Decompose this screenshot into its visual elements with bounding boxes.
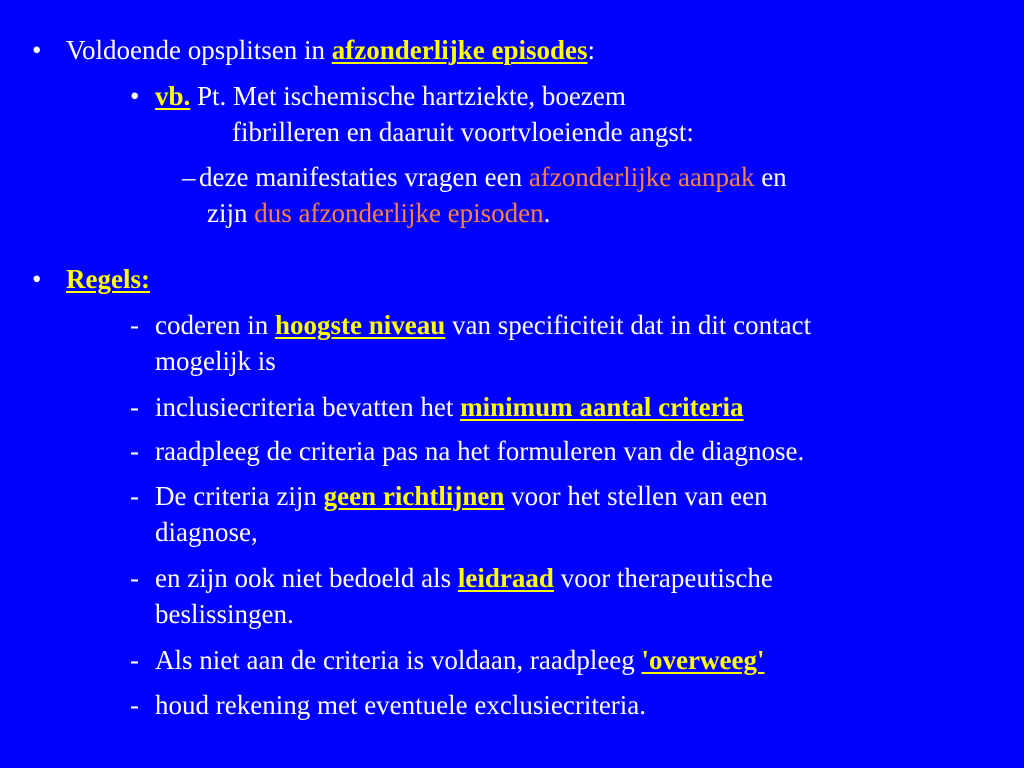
rule-text-line2: mogelijk is (155, 346, 276, 376)
example-line-1 (155, 80, 626, 113)
subsub-text-2: zijn (207, 198, 255, 228)
rule-dash: - (130, 563, 139, 593)
rule-item-7 (155, 689, 646, 722)
rule-item-5-line-2 (155, 598, 294, 631)
rule-text: en zijn ook niet bedoeld als (155, 563, 458, 593)
rule-highlight: 'overweeg' (641, 645, 765, 675)
example-label: vb. (155, 81, 191, 111)
example-text-1: Pt. Met ischemische hartziekte, boezem (190, 81, 626, 111)
rule-highlight: hoogste niveau (274, 310, 446, 340)
rule-item-1 (155, 309, 811, 342)
rule-dash: - (130, 645, 139, 675)
rule-highlight: leidraad (457, 563, 554, 593)
rule-dash: - (130, 392, 139, 422)
section1-text: Voldoende opsplitsen in (66, 35, 332, 65)
rule-item-4 (155, 480, 768, 513)
section1-line (66, 34, 595, 67)
rule-text: Als niet aan de criteria is voldaan, raadpleeg (155, 645, 642, 675)
subsub-highlight-1: afzonderlijke aanpak (528, 162, 755, 192)
rule-text-after: voor therapeutische (553, 563, 773, 593)
rule-dash: - (130, 436, 139, 466)
section1-bullet: • (32, 35, 42, 65)
rules-heading-line (66, 263, 150, 296)
rule-text: raadpleeg de criteria pas na het formuleren van de diagnose. (155, 436, 805, 466)
rule-item-5 (155, 562, 773, 595)
rule-text-after: voor het stellen van een (504, 481, 768, 511)
rule-text-line2: beslissingen. (155, 599, 294, 629)
section1-highlight: afzonderlijke episodes (331, 35, 588, 65)
subsub-highlight-2: dus afzonderlijke episoden (254, 198, 544, 228)
rule-item-1-line-2 (155, 345, 276, 378)
rule-item-6 (155, 644, 764, 677)
subsub-line-1 (199, 161, 787, 194)
example-text-2: fibrilleren en daaruit voortvloeiende angst: (232, 117, 694, 147)
rule-item-3 (155, 435, 804, 468)
rule-highlight: minimum aantal criteria (460, 392, 744, 422)
rule-dash: - (130, 310, 139, 340)
rule-text-line2: diagnose, (155, 517, 258, 547)
subsub-text-1-after: en (754, 162, 787, 192)
example-line-2 (232, 116, 694, 149)
subsub-text-2-after: . (543, 198, 551, 228)
rule-text: houd rekening met eventuele exclusiecriteria. (155, 690, 647, 720)
rule-text: coderen in (155, 310, 275, 340)
subsub-line-2 (207, 197, 550, 230)
rule-dash: - (130, 481, 139, 511)
rule-highlight: geen richtlijnen (323, 481, 505, 511)
rule-dash: - (130, 690, 139, 720)
subsub-marker: – (182, 162, 196, 192)
rule-text-after: van specificiteit dat in dit contact (445, 310, 812, 340)
rules-heading: Regels: (66, 264, 150, 294)
rule-item-2 (155, 391, 744, 424)
rule-text: De criteria zijn (155, 481, 324, 511)
sub-bullet: • (130, 81, 140, 111)
section2-bullet: • (32, 264, 42, 294)
subsub-text-1: deze manifestaties vragen een (199, 162, 529, 192)
rule-text: inclusiecriteria bevatten het (155, 392, 461, 422)
rule-item-4-line-2 (155, 516, 258, 549)
section1-text-after: : (587, 35, 596, 65)
